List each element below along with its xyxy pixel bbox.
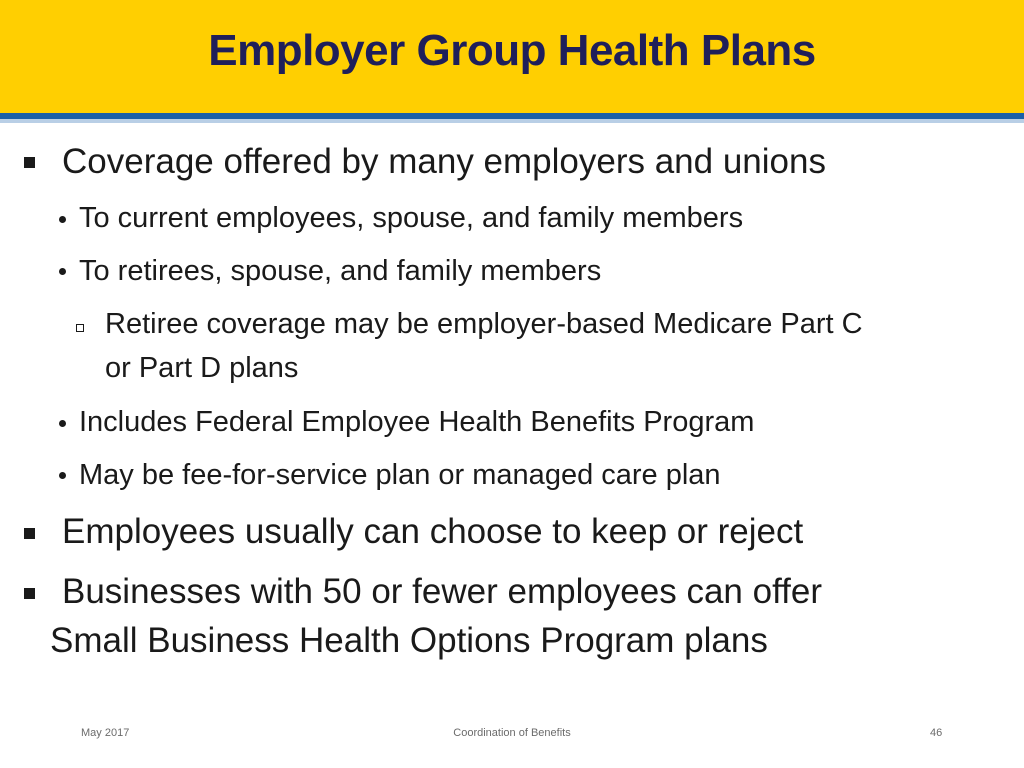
page-number: 46: [930, 727, 943, 739]
bullet-item: Employees usually can choose to keep or reject: [62, 512, 804, 551]
dot-bullet-icon: [59, 268, 66, 275]
hollow-square-bullet-icon: [76, 324, 84, 332]
dot-bullet-icon: [59, 420, 66, 427]
footer-date: May 2017: [81, 727, 130, 739]
sub-bullet-item: To current employees, spouse, and family members: [79, 202, 744, 234]
sub-bullet-item: Includes Federal Employee Health Benefits Program: [79, 406, 755, 438]
bullet-item: Coverage offered by many employers and unions: [62, 142, 826, 181]
square-bullet-icon: [24, 528, 35, 539]
slide-title: Employer Group Health Plans: [208, 26, 816, 75]
sub-sub-bullet-item: Retiree coverage may be employer-based Medicare Part C: [105, 308, 863, 340]
title-rule-shadow: [0, 119, 1024, 123]
sub-bullet-item: May be fee-for-service plan or managed care plan: [79, 459, 721, 491]
footer-title: Coordination of Benefits: [453, 727, 571, 739]
sub-bullet-item: To retirees, spouse, and family members: [79, 255, 602, 287]
bullet-item: Businesses with 50 or fewer employees can offer: [62, 572, 823, 611]
sub-sub-bullet-continuation: or Part D plans: [105, 352, 299, 384]
dot-bullet-icon: [59, 472, 66, 479]
square-bullet-icon: [24, 157, 35, 168]
dot-bullet-icon: [59, 216, 66, 223]
square-bullet-icon: [24, 588, 35, 599]
bullet-continuation: Small Business Health Options Program plans: [50, 621, 768, 660]
